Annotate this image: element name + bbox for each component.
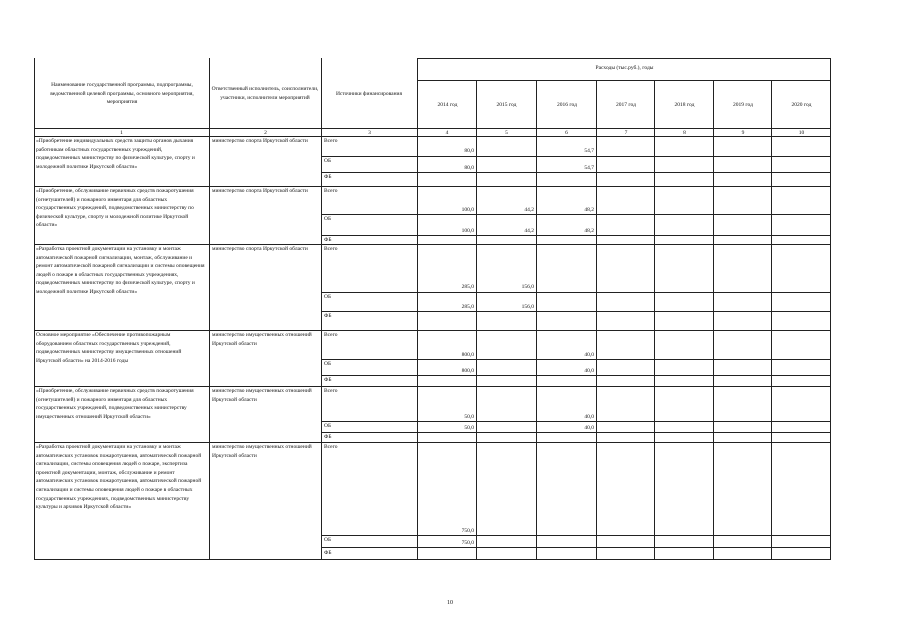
row-5-ob-2014: 50,0 <box>464 425 474 431</box>
row-5-src-total: Всего <box>324 388 338 394</box>
row-6-name: «Разработка проектной документации на установку и монтаж автоматических установок пожаротушения, автоматической пожарной сигнализации, системы оповещения людей о пожаре, экспертиза проектной документации, монтаж, обслуживание и ремонт автоматических установок пожаротушения, автоматической пожарной сигнализации и системы оповещения людей о пожаре в областных государственных учреждениях, подведомственных министерству культуры и архивов Иркутской области» <box>36 444 202 511</box>
row-3-ob-2014: 285,0 <box>461 304 474 310</box>
row-6-src-total: Всего <box>324 444 338 450</box>
row-2-ob-2014: 100,0 <box>461 228 474 234</box>
line <box>209 58 210 560</box>
row-4-src-total: Всего <box>324 332 338 338</box>
line <box>321 547 831 548</box>
row-5-ob-2016: 40,0 <box>584 425 594 431</box>
year-2020: 2020 год <box>791 102 812 108</box>
line <box>713 80 714 560</box>
row-5-executor: министерство имущественных отношений Иркутской области <box>212 388 312 403</box>
line <box>536 80 537 560</box>
row-3-ob-2015: 156,0 <box>521 304 534 310</box>
row-2-ob-2016: 48,2 <box>584 228 594 234</box>
line <box>321 172 831 173</box>
row-4-ob-2014: 800,0 <box>461 368 474 374</box>
year-2017: 2017 год <box>616 102 636 108</box>
line <box>418 80 831 81</box>
col-num-5: 5 <box>505 130 508 136</box>
line <box>417 58 418 560</box>
row-4-executor: министерство имущественных отношений Иркутской области <box>212 332 312 347</box>
row-1-src-total: Всего <box>324 138 338 144</box>
line <box>830 58 831 560</box>
year-2015: 2015 год <box>496 102 517 108</box>
row-4-name: Основное мероприятие «Обеспечение противопожарным оборудованием областных государственных учреждений, подведомственных министерству имущественных отношений Иркутской области» на 2014-2016 годы <box>36 332 182 364</box>
row-5-src-fb: ФБ <box>324 434 332 440</box>
row-1-src-fb: ФБ <box>324 174 332 180</box>
col-num-6: 6 <box>565 130 568 136</box>
row-3-src-total: Всего <box>324 246 338 252</box>
row-6-total-2014: 750,0 <box>461 528 474 534</box>
row-4-ob-2016: 40,0 <box>584 368 594 374</box>
row-1-executor: министерство спорта Иркутской области <box>212 138 308 144</box>
line <box>321 375 831 376</box>
row-1-src-ob: ОБ <box>324 158 332 164</box>
row-6-ob-2014: 750,0 <box>461 540 474 546</box>
line <box>321 235 831 236</box>
row-6-src-fb: ФБ <box>324 550 332 556</box>
row-2-name: «Приобретение, обслуживание первичных средств пожаротушения (огнетушителей) и пожарного инвентаря для областных государственных учреждений, подведомственных министерству по физической культуре, спорту и молодежной политике Иркутской области» <box>36 188 194 229</box>
line <box>654 80 655 560</box>
row-5-total-2014: 50,0 <box>464 414 474 420</box>
line <box>321 432 831 433</box>
col-num-1: 1 <box>120 130 123 136</box>
header-source: Источники финансирования <box>335 91 403 97</box>
row-2-total-2015: 44,2 <box>524 207 534 213</box>
row-5-name: «Приобретение, обслуживание первичных средств пожаротушения (огнетушителей) и пожарного инвентаря для областных государственных учреждений, подведомственных министерству имущественных отношений Иркутской области» <box>36 388 194 420</box>
col-num-9: 9 <box>741 130 745 136</box>
header-name: Наименование государственной программы, подпрограммы, ведомственной целевой программы, основного мероприятия, мероприятия <box>50 82 194 106</box>
row-6-src-ob: ОБ <box>324 537 332 543</box>
row-3-executor: министерство спорта Иркутской области <box>212 246 308 252</box>
row-1-total-2014: 80,0 <box>464 148 474 154</box>
row-1-ob-2014: 80,0 <box>464 165 474 171</box>
header-executor: Ответственный исполнитель, соисполнители, участники, исполнители мероприятий <box>211 86 319 101</box>
header-expenses: Расходы (тыс.руб.), годы <box>595 65 654 71</box>
row-2-src-total: Всего <box>324 188 338 194</box>
line <box>321 214 831 215</box>
col-num-7: 7 <box>624 130 628 136</box>
col-num-8: 8 <box>683 130 686 136</box>
row-5-total-2016: 40,0 <box>584 414 594 420</box>
line <box>34 559 831 560</box>
row-2-total-2014: 100,0 <box>461 207 474 213</box>
line <box>321 535 831 536</box>
line <box>418 58 831 59</box>
row-3-src-fb: ФБ <box>324 313 332 319</box>
line <box>771 80 772 560</box>
line <box>34 58 35 560</box>
row-4-src-fb: ФБ <box>324 377 332 383</box>
col-num-3: 3 <box>368 130 371 136</box>
row-2-src-fb: ФБ <box>324 237 332 243</box>
row-2-total-2016: 48,2 <box>584 207 594 213</box>
line <box>321 359 831 360</box>
row-3-total-2014: 285,0 <box>461 284 474 290</box>
row-3-total-2015: 156,0 <box>521 284 534 290</box>
line <box>321 311 831 312</box>
row-1-ob-2016: 54,7 <box>584 165 594 171</box>
row-5-src-ob: ОБ <box>324 423 332 429</box>
row-3-src-ob: ОБ <box>324 294 332 300</box>
year-2018: 2018 год <box>674 102 695 108</box>
col-num-2: 2 <box>264 130 267 136</box>
row-1-total-2016: 54,7 <box>584 148 594 154</box>
row-2-ob-2015: 44,2 <box>524 228 534 234</box>
col-num-10: 10 <box>798 130 805 136</box>
line <box>321 292 831 293</box>
row-3-name: «Разработка проектной документации на установку и монтаж автоматической пожарной сигнализации, монтаж, обслуживание и ремонт автоматической пожарной сигнализации и системы оповещения людей о пожаре в областных государственных учреждениях, подведомственных министерству по физической культуре, спорту и молодежной политике Иркутской области» <box>36 246 205 295</box>
line <box>596 80 597 560</box>
page-number: 10 <box>447 600 453 606</box>
line <box>321 156 831 157</box>
row-6-executor: министерство имущественных отношений Иркутской области <box>212 444 312 459</box>
row-1-name: «Приобретение индивидуальных средств защиты органов дыхания работникам областных государственных учреждений, подведомственных министерству по физической культуре, спорту и молодежной политике Иркутской области» <box>36 138 195 170</box>
col-num-4: 4 <box>445 130 449 136</box>
line <box>321 58 322 560</box>
row-2-src-ob: ОБ <box>324 216 332 222</box>
row-2-executor: министерство спорта Иркутской области <box>212 188 308 194</box>
row-4-src-ob: ОБ <box>324 361 332 367</box>
year-2019: 2019 год <box>733 102 753 108</box>
year-2014: 2014 год <box>437 102 458 108</box>
year-2016: 2016 год <box>557 102 577 108</box>
line <box>476 80 477 560</box>
row-4-total-2014: 800,0 <box>461 352 474 358</box>
row-4-total-2016: 40,0 <box>584 352 594 358</box>
line <box>321 421 831 422</box>
